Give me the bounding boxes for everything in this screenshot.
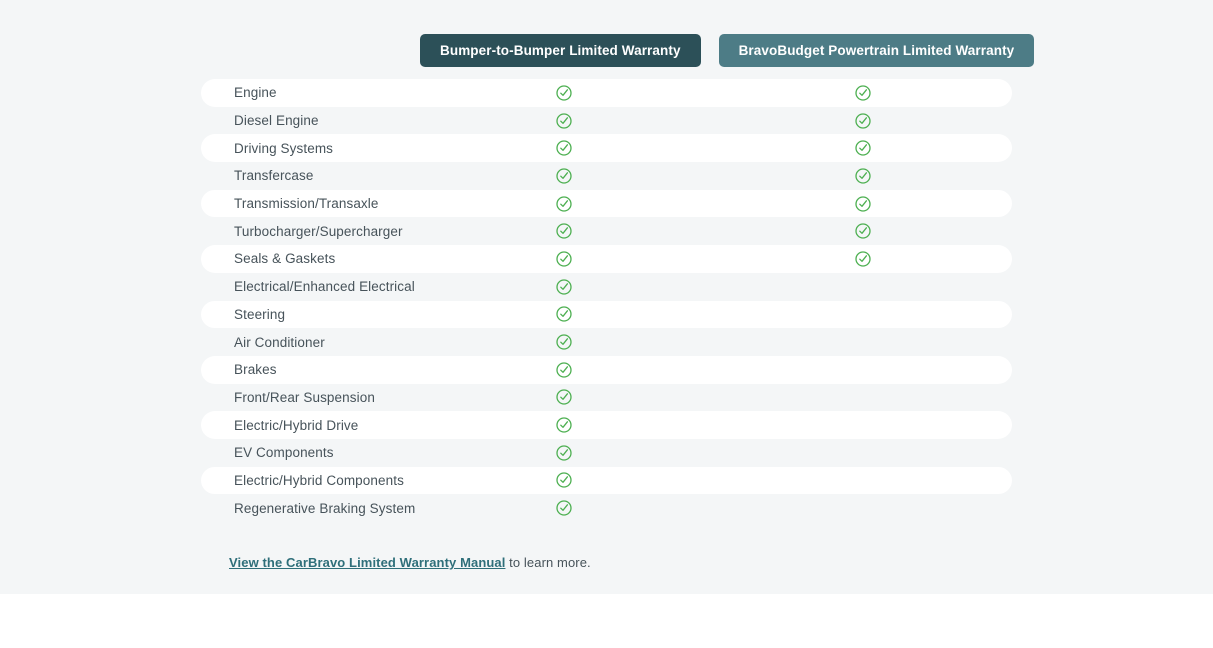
table-row [201,190,1012,218]
feature-label: Transfercase [234,168,314,184]
check-circle-icon [855,223,871,239]
check-circle-icon [855,251,871,267]
check-circle-icon [556,196,572,212]
feature-label: Electrical/Enhanced Electrical [234,279,415,295]
check-circle-icon [556,417,572,433]
feature-label: Air Conditioner [234,334,325,350]
feature-label: Regenerative Braking System [234,500,416,516]
check-circle-icon [556,279,572,295]
table-row [201,245,1012,273]
check-circle-icon [556,362,572,378]
page-bottom-strip [0,594,1213,648]
tab-bravobudget-powertrain-label: BravoBudget Powertrain Limited Warranty [738,43,1015,58]
check-circle-icon [855,140,871,156]
check-circle-icon [556,472,572,488]
check-circle-icon [556,500,572,516]
table-row [201,107,1012,135]
table-row [201,79,1012,107]
warranty-feature-list [201,79,1012,522]
check-circle-icon [855,113,871,129]
feature-label: Driving Systems [234,140,334,156]
feature-label: Turbocharger/Supercharger [234,223,403,239]
table-row [201,494,1012,522]
feature-label: Brakes [234,362,277,378]
check-circle-icon [556,140,572,156]
table-row [201,134,1012,162]
table-row [201,328,1012,356]
tab-bravobudget-powertrain[interactable] [719,34,1035,67]
feature-label: Seals & Gaskets [234,251,336,267]
check-circle-icon [556,85,572,101]
check-circle-icon [855,168,871,184]
feature-label: Electric/Hybrid Drive [234,417,359,433]
table-row [201,384,1012,412]
feature-label: Engine [234,85,277,101]
table-row [201,273,1012,301]
feature-label: Transmission/Transaxle [234,196,379,212]
check-circle-icon [556,251,572,267]
footer-note-tail: to learn more. [505,555,591,570]
table-row [201,411,1012,439]
table-row [201,439,1012,467]
table-row [201,301,1012,329]
table-row [201,162,1012,190]
footer-note [229,555,591,570]
feature-label: EV Components [234,445,334,461]
warranty-manual-link[interactable]: View the CarBravo Limited Warranty Manual [229,555,506,570]
feature-label: Front/Rear Suspension [234,389,375,405]
feature-label: Electric/Hybrid Components [234,472,404,488]
table-row [201,356,1012,384]
check-circle-icon [556,445,572,461]
check-circle-icon [855,85,871,101]
check-circle-icon [556,389,572,405]
warranty-tab-bar [420,34,1034,67]
check-circle-icon [556,306,572,322]
check-circle-icon [556,113,572,129]
table-row [201,217,1012,245]
check-circle-icon [556,334,572,350]
tab-bumper-to-bumper[interactable] [420,34,701,67]
check-circle-icon [556,168,572,184]
check-circle-icon [855,196,871,212]
feature-label: Steering [234,306,286,322]
check-circle-icon [556,223,572,239]
tab-bumper-to-bumper-label: Bumper-to-Bumper Limited Warranty [440,43,681,58]
feature-label: Diesel Engine [234,113,319,129]
table-row [201,467,1012,495]
